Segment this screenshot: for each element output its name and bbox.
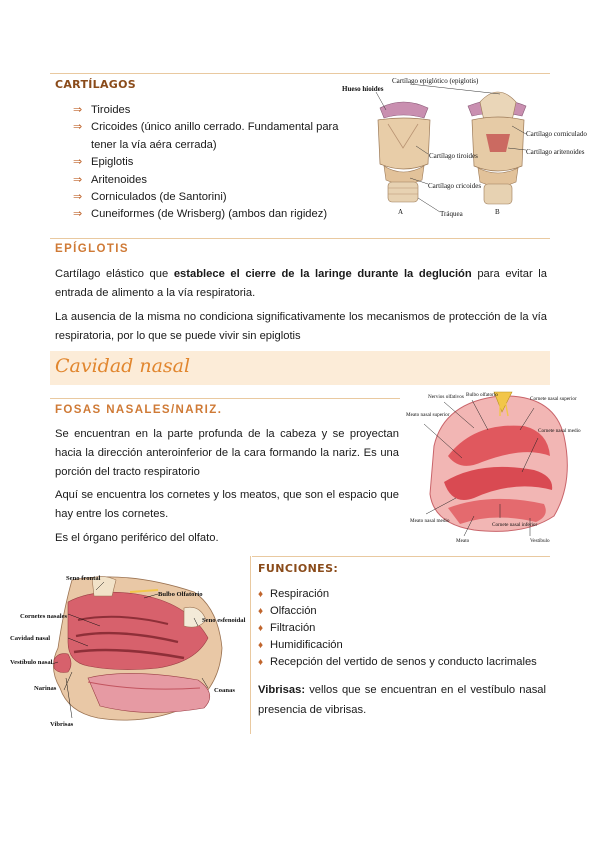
fosas-paragraph-1: Se encuentran en la parte profunda de la cabeza y se proyectan hacia la dirección anteroinferior de la cara formando la nariz. Es una porción del tracto respiratorio: [55, 428, 399, 478]
diamond-icon: ♦: [258, 657, 264, 668]
epiglotis-paragraph-1: Cartílago elástico que establece el cierre de la laringe durante la deglución para evitar la entrada de alimento a la vía respiratoria.: [55, 268, 547, 299]
label-bulbo-olfatorio: Bulbo Olfatorio: [158, 591, 203, 598]
arrow-icon: ⇒: [73, 208, 83, 221]
list-item: ♦ Humidificación: [258, 637, 537, 654]
arrow-icon: ⇒: [73, 173, 83, 186]
list-item: ♦ Olfacción: [258, 603, 537, 620]
funciones-list: [258, 586, 537, 671]
label-vestibulo-nasal: Vestíbulo nasal: [10, 659, 53, 666]
fosas-paragraph-2: Aquí se encuentra los cornetes y los meatos, que son el espacio que hay entre los cornetes.: [55, 489, 399, 520]
label-coanas: Coanas: [214, 687, 235, 694]
larynx-front-view: [378, 102, 430, 202]
list-item: ♦ Respiración: [258, 586, 537, 603]
list-item: ♦ Filtración: [258, 620, 537, 637]
label-aritenoides: Cartílago aritenoides: [526, 148, 585, 156]
list-item: ⇒ Epiglotis: [73, 154, 343, 171]
fosas-heading: FOSAS NASALES/NARIZ.: [55, 404, 223, 416]
diamond-icon: ♦: [258, 589, 264, 600]
label-traquea: Tráquea: [440, 210, 463, 218]
label-tiroides: Cartílago tiroides: [429, 152, 478, 160]
label-epiglotico: Cartílago epiglótico (epiglotis): [392, 77, 479, 85]
label-corniculado: Cartílago corniculado: [526, 130, 587, 138]
label-meato-superior: Meato nasal superior: [406, 412, 450, 418]
label-hioides: Hueso hioides: [342, 85, 384, 93]
label-cornete-inferior: Cornete nasal inferior: [492, 522, 538, 528]
section-rule: [50, 398, 400, 399]
list-item: ⇒ Aritenoides: [73, 172, 343, 189]
section-rule: [252, 556, 550, 557]
section-rule: [50, 238, 550, 239]
list-item: ⇒ Cricoides (único anillo cerrado. Fundamental para tener la vía aéra cerrada): [73, 121, 339, 151]
label-cornete-medio: Cornete nasal medio: [538, 428, 581, 434]
funciones-heading: FUNCIONES:: [258, 562, 339, 575]
label-cricoides: Cartílago cricoides: [428, 182, 482, 190]
label-nervios: Nervios olfativos: [428, 394, 464, 400]
label-vibrisas: Vibrisas: [50, 721, 74, 728]
cavidad-nasal-title: Cavidad nasal: [55, 355, 191, 377]
arrow-icon: ⇒: [73, 191, 83, 204]
label-bulbo: Bulbo olfatorio: [466, 392, 498, 398]
arrow-icon: ⇒: [73, 104, 83, 116]
arrow-icon: ⇒: [73, 156, 83, 169]
nasal-cavity-figure: [404, 386, 584, 544]
larynx-figure: [340, 74, 587, 224]
label-meato-medio: Meato nasal medio: [410, 518, 450, 524]
list-item: ♦ Recepción del vertido de senos y conducto lacrimales: [258, 654, 537, 671]
cartilagos-heading: CARTÍLAGOS: [55, 78, 136, 91]
label-seno-esfenoidal: Seno esfenoidal: [202, 617, 246, 624]
label-cornete-superior: Cornete nasal superior: [530, 396, 577, 402]
label-narinas: Narinas: [34, 685, 57, 692]
label-seno-frontal: Seno frontal: [66, 575, 101, 582]
label-meato: Meato: [456, 538, 470, 544]
epiglotis-paragraph-2: La ausencia de la misma no condiciona significativamente los mecanismos de protección de la vía respiratoria, por lo que se puede vivir sin epiglotis: [55, 311, 547, 342]
vibrisas-paragraph: Vibrisas: vellos que se encuentran en el vestíbulo nasal presencia de vibrisas.: [258, 684, 546, 716]
list-item: ⇒ Corniculados (de Santorini): [73, 189, 343, 206]
label-vestibulo: Vestíbulo: [530, 538, 550, 544]
list-item: ⇒ Tiroides: [73, 102, 343, 119]
arrow-icon: ⇒: [73, 121, 83, 134]
label-cavidad-nasal: Cavidad nasal: [10, 635, 51, 642]
sagittal-nasal-figure: [8, 568, 254, 732]
diamond-icon: ♦: [258, 640, 264, 651]
vertical-divider: [250, 556, 251, 734]
list-item: ⇒ Cuneiformes (de Wrisberg) (ambos dan rigidez): [73, 206, 343, 223]
epiglotis-heading: EPÍGLOTIS: [55, 243, 129, 255]
label-b: B: [495, 208, 500, 216]
diamond-icon: ♦: [258, 606, 264, 617]
label-a: A: [398, 208, 404, 216]
cartilagos-list: [73, 102, 343, 224]
diamond-icon: ♦: [258, 623, 264, 634]
label-cornetes-nasales: Cornetes nasales: [20, 613, 68, 620]
fosas-paragraph-3: Es el órgano periférico del olfato.: [55, 532, 219, 544]
